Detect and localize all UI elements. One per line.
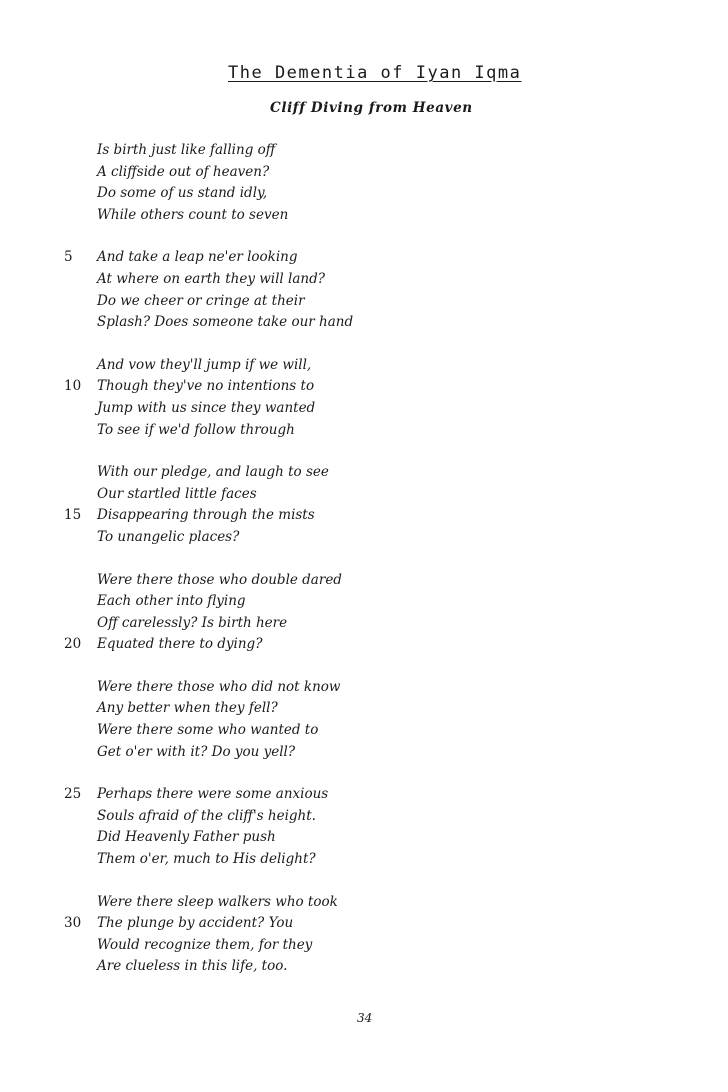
line-text: Each other into flying: [97, 593, 246, 610]
line-number: 10: [64, 378, 82, 395]
line-text: Them o'er, much to His delight?: [97, 851, 316, 868]
line-text: And vow they'll jump if we will,: [97, 356, 312, 373]
line-text: To unangelic places?: [97, 528, 240, 545]
line-text: With our pledge, and laugh to see: [97, 464, 329, 481]
line-text: Perhaps there were some anxious: [97, 786, 329, 803]
line-text: Off carelessly? Is birth here: [97, 614, 288, 631]
line-number: 15: [64, 507, 82, 524]
line-text: A cliffside out of heaven?: [97, 163, 270, 180]
line-number: 25: [64, 786, 82, 803]
line-number: 5: [64, 249, 73, 266]
line-text: The plunge by accident? You: [97, 915, 294, 932]
line-text: Were there those who double dared: [97, 571, 342, 588]
line-text: Are clueless in this life, too.: [97, 958, 288, 975]
line-text: Did Heavenly Father push: [97, 829, 276, 846]
line-number: 30: [64, 915, 82, 932]
line-text: Equated there to dying?: [97, 636, 263, 653]
line-text: Though they've no intentions to: [97, 378, 315, 395]
line-text: At where on earth they will land?: [97, 270, 325, 287]
line-text: Any better when they fell?: [97, 700, 278, 717]
line-number: 20: [64, 636, 82, 653]
line-text: Were there sleep walkers who took: [97, 893, 338, 910]
line-text: Were there those who did not know: [97, 678, 341, 695]
line-text: Would recognize them, for they: [97, 936, 313, 953]
line-text: Disappearing through the mists: [97, 507, 315, 524]
line-text: To see if we'd follow through: [97, 421, 295, 438]
line-text: Our startled little faces: [97, 485, 257, 502]
line-text: And take a leap ne'er looking: [97, 249, 298, 266]
line-text: While others count to seven: [97, 206, 289, 223]
line-text: Jump with us since they wanted: [97, 399, 316, 416]
line-text: Were there some who wanted to: [97, 722, 319, 739]
line-text: Get o'er with it? Do you yell?: [97, 743, 296, 760]
page-number: 34: [357, 1011, 373, 1025]
line-text: Splash? Does someone take our hand: [97, 314, 354, 331]
book-title: The Dementia of Iyan Iqma: [228, 63, 522, 83]
line-text: Is birth just like falling off: [97, 142, 276, 158]
line-text: Souls afraid of the cliff's height.: [97, 807, 316, 824]
line-text: Do some of us stand idly,: [97, 185, 268, 202]
line-text: Do we cheer or cringe at their: [97, 292, 305, 309]
poem-title: Cliff Diving from Heaven: [270, 100, 473, 116]
